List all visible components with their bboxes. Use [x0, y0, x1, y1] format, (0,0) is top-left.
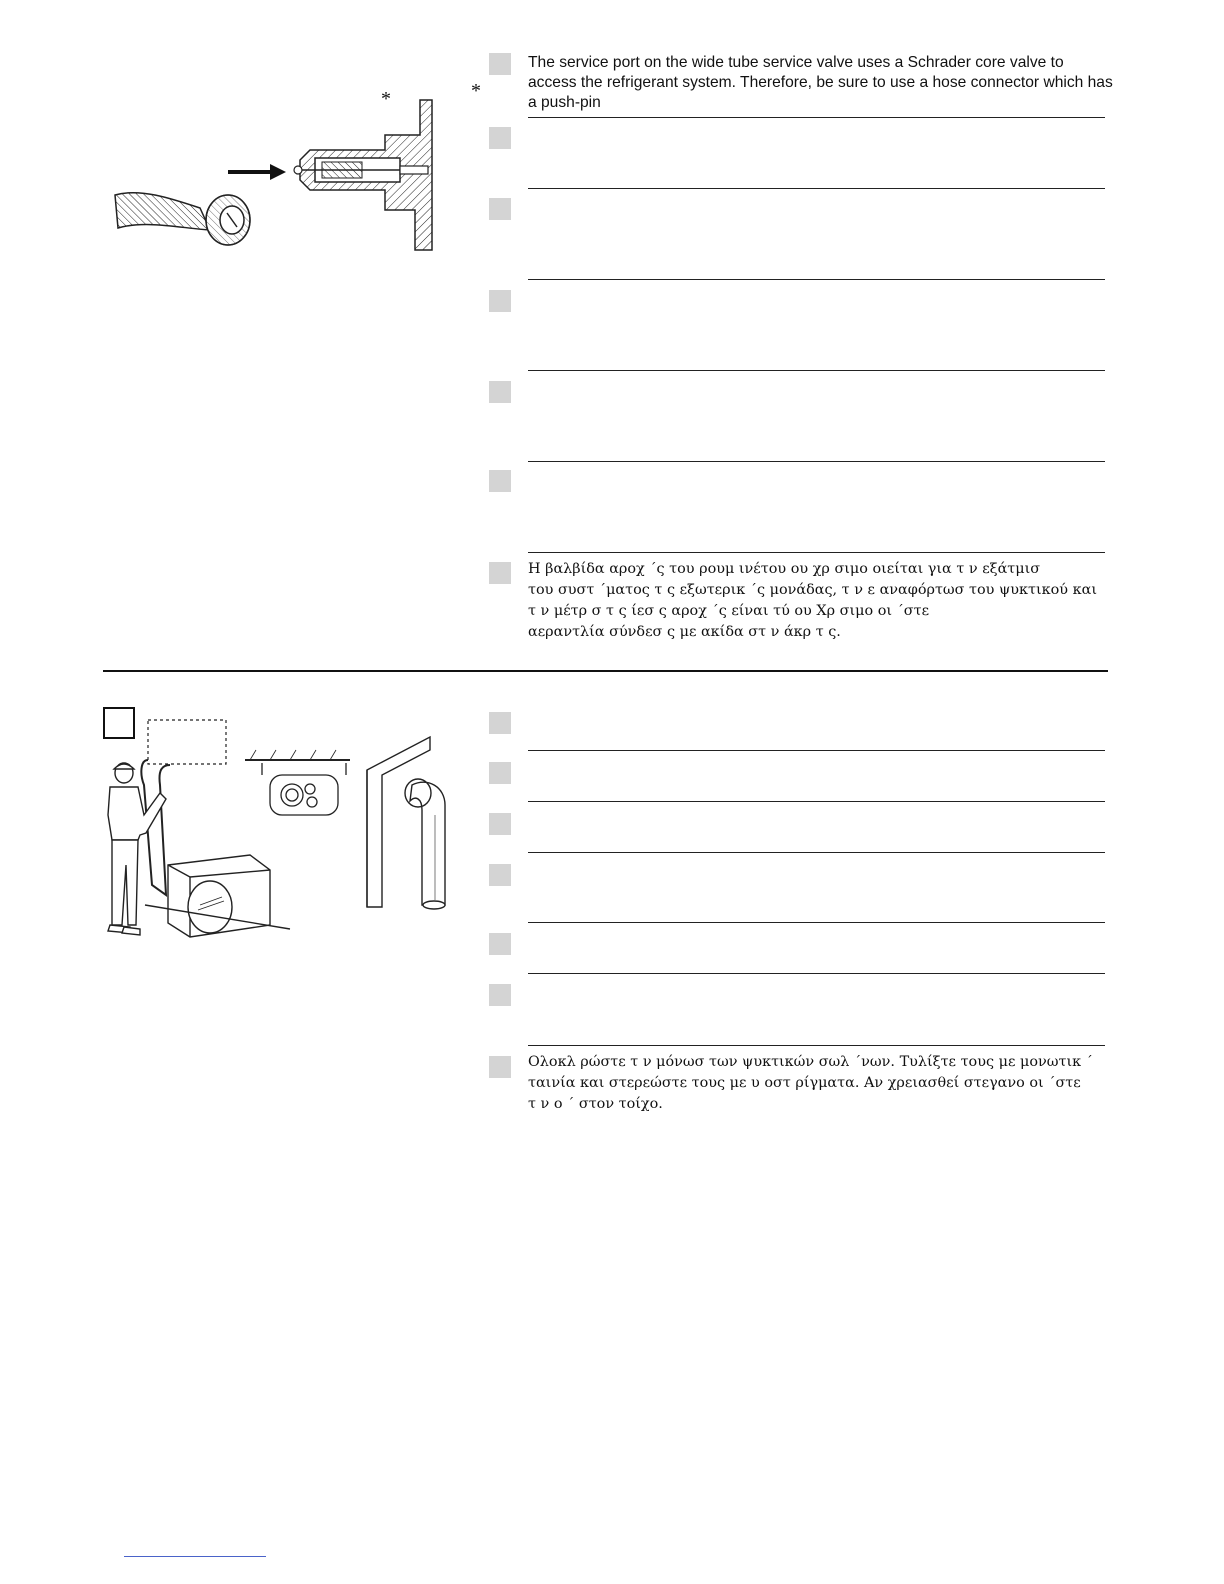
- language-marker-4: [489, 864, 511, 886]
- greek-paragraph-2: [528, 1052, 1113, 1115]
- text-line: αεραντλία σύνδεσ ς με ακίδα στ ν άκρ τ ς.: [528, 624, 841, 640]
- divider: [528, 801, 1105, 802]
- arrow-right-icon: [228, 164, 286, 180]
- star-marker-right: *: [471, 80, 481, 102]
- language-marker-2: [489, 127, 511, 149]
- divider: [528, 461, 1105, 462]
- language-marker-gr: [489, 1056, 511, 1078]
- divider: [528, 552, 1105, 553]
- indoor-unit-outline: [148, 720, 226, 764]
- divider: [528, 1045, 1105, 1046]
- language-marker-6: [489, 470, 511, 492]
- divider: [528, 117, 1105, 118]
- technician-figure: [108, 763, 166, 935]
- language-marker-2: [489, 762, 511, 784]
- text-line: Η βαλβίδα αροχ ΄ς του ρουμ ινέτου ου χρ σιμο οιείται για τ ν εξάτμισ: [528, 561, 1041, 577]
- language-marker-3: [489, 198, 511, 220]
- technician-installation-illustration: [100, 715, 460, 945]
- footer-link-underline[interactable]: [124, 1556, 266, 1557]
- schrader-valve-illustration: [100, 80, 460, 260]
- divider: [528, 279, 1105, 280]
- language-marker-en: [489, 53, 511, 75]
- english-paragraph: The service port on the wide tube service valve uses a Schrader core valve to access the refrigerant system. Therefore, be sure to use a hose connector which has a push-pin: [528, 54, 1113, 111]
- text-line: τ ν μέτρ σ τ ς ίεσ ς αροχ ΄ς είναι τύ ου Χρ σιμο οι ΄στε: [528, 603, 930, 619]
- divider: [528, 852, 1105, 853]
- text-line: τ ν ο ΄ στον τοίχο.: [528, 1096, 663, 1112]
- text-line: ταινία και στερεώστε τους με υ οστ ρίγματα. Αν χρειασθεί στεγανο οι ΄στε: [528, 1075, 1081, 1091]
- text-line: Ολοκλ ρώστε τ ν μόνωσ των ψυκτικών σωλ ΄νων. Τυλίξτε τους με μονωτικ ΄: [528, 1054, 1093, 1070]
- pipe-bundle-detail: [245, 750, 350, 815]
- divider: [528, 750, 1105, 751]
- divider: [528, 922, 1105, 923]
- language-marker-4: [489, 290, 511, 312]
- divider: [528, 370, 1105, 371]
- star-marker-left: *: [381, 88, 391, 110]
- language-marker-5: [489, 381, 511, 403]
- hose-connector: [115, 193, 250, 245]
- text-line: του συστ ΄ματος τ ς εξωτερικ ΄ς μονάδας, τ ν ε αναφόρτωσ του ψυκτικού και: [528, 582, 1097, 598]
- divider: [528, 188, 1105, 189]
- language-marker-5: [489, 933, 511, 955]
- divider: [528, 973, 1105, 974]
- greek-paragraph-1: [528, 559, 1113, 643]
- language-marker-gr: [489, 562, 511, 584]
- section-divider: [103, 670, 1108, 672]
- valve-body: [294, 100, 432, 250]
- language-marker-en: [489, 712, 511, 734]
- wall-pipe-detail: [367, 737, 445, 909]
- language-marker-6: [489, 984, 511, 1006]
- language-marker-3: [489, 813, 511, 835]
